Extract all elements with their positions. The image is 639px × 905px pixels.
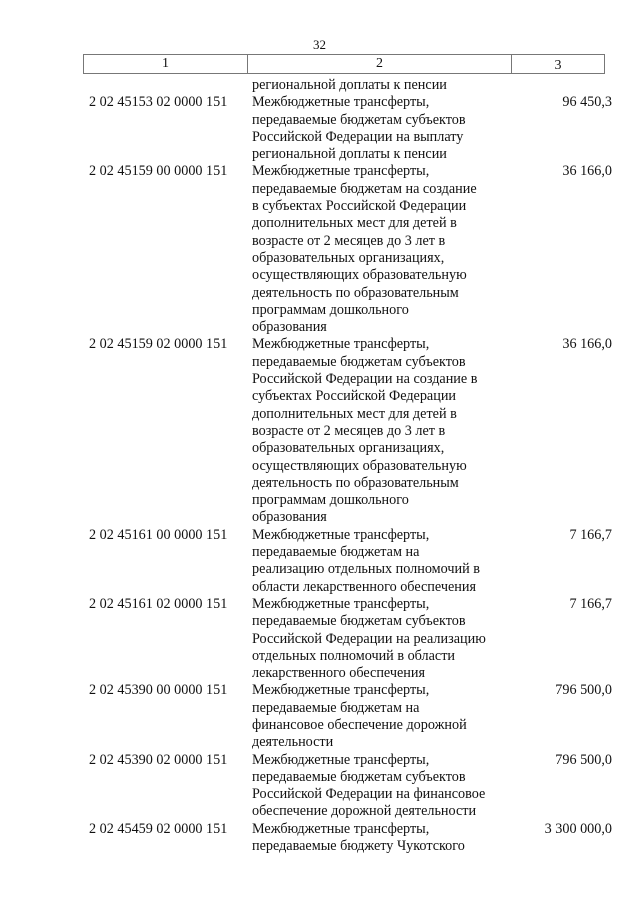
description-line: образовательных организациях,	[252, 249, 445, 266]
description-line: передаваемые бюджетам субъектов	[252, 353, 466, 370]
description-line: обеспечение дорожной деятельности	[252, 803, 477, 820]
amount-cell: 796 500,0	[555, 751, 612, 768]
header-col-1: 1	[84, 55, 248, 73]
description-line: Межбюджетные трансферты,	[252, 751, 430, 768]
description-line: Межбюджетные трансферты,	[252, 163, 430, 180]
description-cell	[252, 682, 514, 751]
description-line: образования	[252, 319, 327, 336]
amount-cell: 7 166,7	[569, 595, 612, 612]
code-cell: 2 02 45153 02 0000 151	[89, 94, 228, 111]
description-line: образовательных организациях,	[252, 440, 445, 457]
amount-cell: 3 300 000,0	[544, 820, 612, 837]
header-col-2: 2	[248, 55, 512, 73]
table-row	[0, 596, 639, 682]
header-col-3: 3	[554, 58, 562, 73]
description-line: Межбюджетные трансферты,	[252, 595, 430, 612]
description-line: Межбюджетные трансферты,	[252, 526, 430, 543]
code-cell: 2 02 45390 00 0000 151	[89, 682, 228, 699]
description-line: образования	[252, 509, 327, 526]
table-body	[0, 77, 639, 855]
description-line: деятельность по образовательным	[252, 474, 459, 491]
description-line: программам дошкольного	[252, 301, 409, 318]
amount-cell: 7 166,7	[569, 526, 612, 543]
description-cell	[252, 821, 514, 856]
amount-cell: 36 166,0	[562, 336, 612, 353]
description-line: Межбюджетные трансферты,	[252, 94, 430, 111]
code-cell: 2 02 45159 00 0000 151	[89, 163, 228, 180]
description-line: региональной доплаты к пенсии	[252, 77, 447, 93]
table-row	[0, 821, 639, 856]
description-line: передаваемые бюджету Чукотского	[252, 838, 465, 855]
description-line: передаваемые бюджетам субъектов	[252, 613, 466, 630]
description-line: передаваемые бюджетам субъектов	[252, 768, 466, 785]
description-line: дополнительных мест для детей в	[252, 215, 457, 232]
amount-cell: 96 450,3	[562, 94, 612, 111]
description-line: передаваемые бюджетам на	[252, 699, 420, 716]
continuation-row	[0, 77, 639, 94]
table-row	[0, 527, 639, 596]
code-cell: 2 02 45161 00 0000 151	[89, 526, 228, 543]
description-cell	[252, 752, 514, 821]
description-line: деятельность по образовательным	[252, 284, 459, 301]
code-cell	[0, 77, 252, 94]
description-cell	[252, 527, 514, 596]
description-cell	[252, 94, 514, 163]
description-line: региональной доплаты к пенсии	[252, 146, 447, 163]
description-line: отдельных полномочий в области	[252, 647, 455, 664]
description-line: передаваемые бюджетам субъектов	[252, 111, 466, 128]
description-line: Межбюджетные трансферты,	[252, 820, 430, 837]
table-row	[0, 336, 639, 526]
description-line: Российской Федерации на создание в	[252, 371, 478, 388]
description-line: возрасте от 2 месяцев до 3 лет в	[252, 422, 446, 439]
description-line: в субъектах Российской Федерации	[252, 198, 467, 215]
description-cell	[252, 596, 514, 682]
table-row	[0, 94, 639, 163]
code-cell: 2 02 45161 02 0000 151	[89, 595, 228, 612]
description-line: передаваемые бюджетам на создание	[252, 180, 477, 197]
description-line: Межбюджетные трансферты,	[252, 336, 430, 353]
description-line: финансовое обеспечение дорожной	[252, 716, 467, 733]
description-line: Российской Федерации на выплату	[252, 128, 464, 145]
code-cell: 2 02 45459 02 0000 151	[89, 820, 228, 837]
table-row	[0, 163, 639, 336]
description-cell	[252, 336, 514, 526]
description-line: субъектах Российской Федерации	[252, 388, 456, 405]
description-line: возрасте от 2 месяцев до 3 лет в	[252, 232, 446, 249]
code-cell: 2 02 45390 02 0000 151	[89, 751, 228, 768]
description-cell	[252, 163, 514, 336]
description-line: Межбюджетные трансферты,	[252, 682, 430, 699]
table-row	[0, 682, 639, 751]
description-line: Российской Федерации на реализацию	[252, 630, 486, 647]
table-header	[83, 54, 605, 74]
description-line: передаваемые бюджетам на	[252, 544, 420, 561]
description-line: деятельности	[252, 734, 334, 751]
table-row	[0, 752, 639, 821]
description-cell	[252, 77, 514, 94]
description-line: области лекарственного обеспечения	[252, 578, 476, 595]
description-line: программам дошкольного	[252, 492, 409, 509]
amount-cell: 36 166,0	[562, 163, 612, 180]
amount-cell	[514, 77, 612, 94]
page-number: 32	[313, 37, 326, 52]
description-line: Российской Федерации на финансовое	[252, 786, 486, 803]
description-line: осуществляющих образовательную	[252, 267, 467, 284]
description-line: дополнительных мест для детей в	[252, 405, 457, 422]
description-line: осуществляющих образовательную	[252, 457, 467, 474]
code-cell: 2 02 45159 02 0000 151	[89, 336, 228, 353]
description-line: лекарственного обеспечения	[252, 665, 425, 682]
description-line: реализацию отдельных полномочий в	[252, 561, 480, 578]
amount-cell: 796 500,0	[555, 682, 612, 699]
